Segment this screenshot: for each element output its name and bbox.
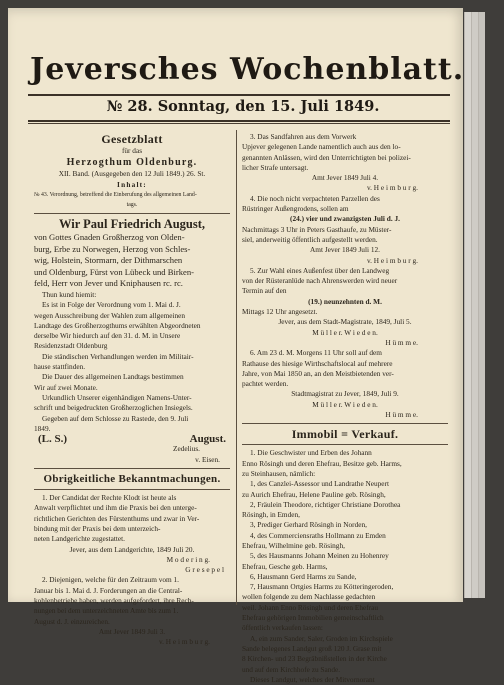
text-line: Enno Rösingh und deren Ehefrau, Besitze geb. Harms, [242,458,402,468]
text-line: zu Steinhausen, nämlich: [242,468,316,478]
gesetzblatt-title: Gesetzblatt [101,132,163,146]
left-column [34,132,230,647]
text-line: Mittags 12 Uhr angesetzt. [242,307,318,317]
newspaper-page [8,8,465,684]
text-line: pachtet werden. [242,379,289,389]
text-line: 3, Prediger Gerhard Rösingh in Norden, [250,520,367,530]
text-line: M ü l l e r. W i e d e n. [312,399,378,409]
text-line: neten Landgerichte zugestattet. [34,534,125,544]
text-line: zu Aurich Ehefrau, Helene Pauline geb. Rösingh, [242,489,386,499]
text-line: Ehefrau, Gesche geb. Harms, [242,561,328,571]
page-edge [478,12,485,598]
text-line: Wir auf zwei Monate. [34,382,98,392]
text-line: und auf dem Kirchhofe zu Sande. [242,664,341,674]
text-line: schrift und beigedruckten Großherzoglichen Insiegels. [34,403,193,413]
text-line: Ehefrau, Wilhelmine geb. Rösingh, [242,540,345,550]
text-line: Jever, aus dem Stadt-Magistrate, 1849, Juli 5. [278,317,412,327]
text-line: XII. Band. (Ausgegeben den 12 Juli 1849.) 26. St. [58,169,206,179]
text-line: (19.) neunzehnten d. M. [308,296,382,306]
section-heading: Obrigkeitliche Bekanntmachungen. [43,473,221,486]
text-line: Jever, aus dem Landgerichte, 1849 Juli 20. [69,544,195,554]
text-line: richtlichen Gerichten des Fürstenthums und zwar in Ver- [34,513,200,523]
page-edge [464,12,471,598]
text-line: Amt Jever 1849 Juli 4. [311,173,379,183]
masthead-rule-thin [28,123,450,124]
text-line: Zedelius. [173,444,200,454]
text-line: 6, Hausmann Gerd Harms zu Sande, [250,571,357,581]
text-line: (24.) vier und zwanzigsten Juli d. J. [290,214,400,224]
text-line: Sande belegenes Landgut groß 120 J. Grase mit [242,643,382,653]
text-line: bindung mit der Praxis bei dem unterzeich- [34,523,161,533]
text-line: Rüstringer Außengrodens, sollen am [242,204,349,214]
text-line: M o d e r i n g. [166,554,210,564]
text-line: genannten Anlässen, wird den Unterrichtigten bei polizei- [242,152,411,162]
text-line: öffentlich verkaufen lassen: [242,623,323,633]
text-line: 4, des Commerciensraths Hollmann zu Emden [250,530,386,540]
text-line: Thun kund hiemit: [42,289,97,299]
masthead-rule-top [28,94,450,96]
signature-line [34,434,230,444]
divider [34,213,230,214]
text-line: 8 Kirchen- und 23 Begräbnißstellen in der Kirche [242,654,387,664]
text-line: siel, anderweitig öffentlich aufgestellt werden. [242,234,378,244]
right-column [242,132,448,685]
text-line: Ehefrau gehörigen Immobilien gemeinschaftlich [242,613,384,623]
text-line: 6. Am 23 d. M. Morgens 11 Uhr soll auf dem [250,348,382,358]
text-line: 7, Hausmann Ortgies Harms zu Kötteringeroden, [250,582,394,592]
gesetzblatt-subtitle: Herzogthum Oldenburg. [66,157,198,169]
text-line: hause stattfinden. [34,362,86,372]
text-line: 5. Zur Wahl eines Außenfest über den Landweg [250,265,390,275]
divider [242,423,448,424]
text-line: H ü m m e. [385,410,418,420]
text-line: Amt Jever 1849 Juli 12. [310,245,380,255]
text-line: 4. Die noch nicht verpachteten Parzellen des [250,193,380,203]
text-line: Die Dauer des allgemeinen Landtags bestimmen [42,372,184,382]
text-line: August d. J. einzureichen. [34,616,110,626]
text-line: 1. Die Geschwister und Erben des Johann [250,448,372,458]
text-line: Nachmittags 3 Uhr in Peters Gasthaufe, zu Müster- [242,224,392,234]
seal-mark: (L. S.) [38,433,68,446]
text-line: von der Rüsteranlüde nach Ahrenswerden wird neuer [242,276,398,286]
text-line: Urkundlich Unserer eigenhändigen Namens-Unter- [42,392,192,402]
divider [34,468,230,469]
text-line: tags. [126,202,138,209]
issue-line: № 28. Sonntag, den 15. Juli 1849. [106,98,380,115]
text-line: weil. Johann Enno Rösingh und deren Ehefrau [242,602,378,612]
text-line: nungen bei dem unterzeichneten Amte bis zum 1. [34,606,179,616]
text-line: Landtage des Großherzogthums erwählten Abgeordneten [34,320,201,330]
masthead-rule-bottom [28,120,450,122]
text-line: feld, Herr von Jever und Kniphausen rc. rc. [34,278,183,289]
text-line: Rathause des hiesige Wirthschaftslocal auf mehrere [242,358,393,368]
decree-heading: Wir Paul Friedrich August, [58,217,206,232]
text-line: № 43. Verordnung, betreffend die Einberufung des allgemeinen Land- [34,191,197,198]
text-line: 5, des Hausmanns Johann Meinen zu Hohenrey [250,551,389,561]
text-line: wegen Ausschreibung der Wahlen zum allgemeinen [34,310,186,320]
text-line: Stadtmagistrat zu Jever, 1849, Juli 9. [291,389,399,399]
text-line: kohlenbetriebe haben, werden aufgefordert, ihre Rech- [34,596,194,605]
text-line: Anwalt verpflichtet und ihm die Praxis bei den unterge- [34,503,197,513]
text-line: Termin auf den [242,286,287,296]
text-line: Rösingh, in Emden, [242,510,300,520]
text-line: Residenzstadt Oldenburg [34,341,108,351]
text-line: Die ständischen Verhandlungen werden im Militair- [42,351,194,361]
text-line: v. Eisen. [195,454,220,464]
text-line: für das [121,146,143,155]
text-line: Upjever gelegenen Lande namentlich auch aus den lo- [242,142,401,152]
text-line: v. H e i m b u r g. [366,255,418,265]
divider [34,489,230,490]
text-line: Jahre, von Mai 1850 an, an den Meistbietenden ver- [242,368,394,378]
text-line: von Gottes Gnaden Großherzog von Olden- [34,232,185,243]
text-line: derselbe Wir hiedurch auf den 31. d. M. in Unsere [34,331,181,341]
text-line: v. H e i m b u r g. [366,183,418,193]
divider [242,444,448,445]
text-line: G r e s e p e l [185,565,224,575]
text-line: Januar bis 1. Mai d. J. Forderungen an die Central- [34,585,183,595]
text-line: 1849. [34,423,51,433]
text-line: und Oldenburg, Fürst von Lübeck und Birken- [34,266,194,277]
signature-name: August. [189,433,226,446]
text-line: 2. Diejenigen, welche für den Zeitraum vom 1. [42,575,179,585]
page-edge [471,12,478,598]
section-heading: Immobil = Verkauf. [291,427,399,442]
text-line: 1. Der Candidat der Rechte Klodt ist heute als [42,493,177,503]
text-line: v. H e i m b u r g. [158,637,210,647]
text-line: H ü m m e. [385,337,418,347]
text-line: 1, des Canzlei-Assessor und Landrathe Neupert [250,479,390,489]
text-line: Es ist in Folge der Verordnung vom 1. Mai d. J. [42,300,181,310]
masthead-title: Jeversches Wochenblatt. [30,52,465,87]
text-line: Dieses Landgut, welches der Mitvornorant [250,674,375,684]
text-line: M ü l l e r. W i e d e n. [312,327,378,337]
text-line: burg, Erbe zu Norwegen, Herzog von Schles- [34,243,191,254]
text-line: Amt Jever 1849 Juli 3. [98,626,166,636]
text-line: wig, Holstein, Stormarn, der Dithmarschen [34,255,183,266]
column-divider [236,130,237,605]
text-line: Inhalt: [117,179,147,189]
text-line: 2, Fräulein Theodore, richtiger Christiane Dorothea [250,499,401,509]
text-line: licher Strafe untersagt. [242,162,309,172]
text-line: Gegeben auf dem Schlosse zu Rastede, den 9. Juli [42,413,189,423]
text-line: A, ein zum Sander, Saler, Groden im Kirchspiele [250,633,393,643]
text-line: 3. Das Sandfahren aus dem Vorwerk [250,132,357,141]
text-line: wollen folgende zu dem Nachlasse gedachten [242,592,376,602]
